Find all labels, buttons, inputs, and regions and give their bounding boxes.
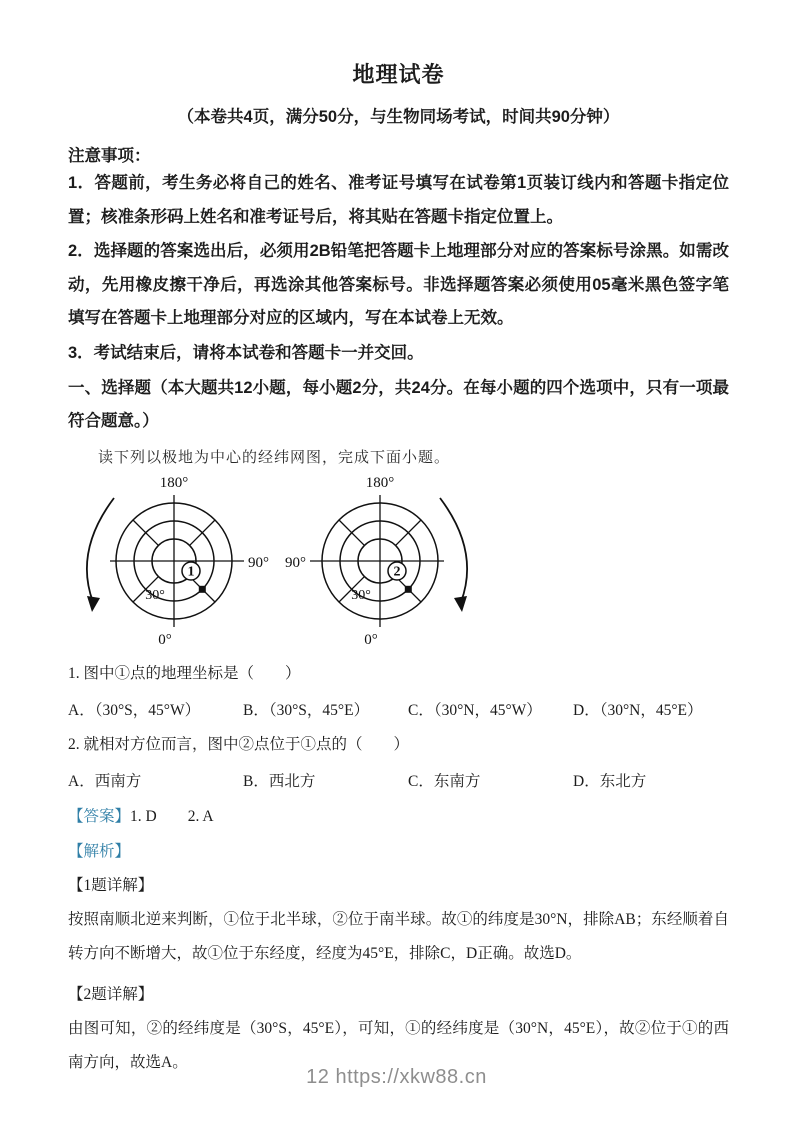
answer-label: 【答案】 (68, 808, 131, 825)
meridian-lines (110, 495, 244, 627)
point-2-number: 2 (393, 564, 401, 580)
point-1-number: 1 (187, 564, 195, 580)
polar-diagram-right (280, 471, 480, 649)
meridian-label-180: 180° (159, 475, 189, 491)
explanation-2-heading: 【2题详解】 (68, 986, 154, 1003)
question-2-option-c: C．东南方 (408, 773, 481, 790)
notice-item-1: 1．答题前，考生务必将自己的姓名、准考证号填写在试卷第1页装订线内和答题卡指定位置；核准条形码上姓名和准考证号后，将其贴在答题卡指定位置上。 (68, 174, 729, 226)
explanation-2-text: 由图可知，②的经纬度是（30°S，45°E），可知，①的经纬度是（30°N，45°E），故②位于①的西南方向，故选A。 (68, 1020, 729, 1071)
explanation-1-text: 按照南顺北逆来判断，①位于北半球，②位于南半球。故①的纬度是30°N，排除AB；东经顺着自转方向不断增大，故①位于东经度，经度为45°E，排除C，D正确。故选D。 (68, 911, 729, 962)
question-2-options (68, 769, 729, 791)
polar-grid-diagrams (74, 471, 729, 649)
rotation-arrow-counterclockwise (87, 498, 114, 602)
meridian-label-0: 0° (364, 632, 378, 648)
question-1-option-a: A．（30°S，45°W） (68, 702, 201, 719)
notice-item-3: 3．考试结束后，请将本试卷和答题卡一并交回。 (68, 343, 424, 362)
point-2-marker (405, 586, 412, 593)
analysis-label: 【解析】 (68, 843, 131, 860)
answer-line (68, 804, 729, 826)
page-footer: 12 https://xkw88.cn (306, 1066, 487, 1088)
question-1-stem: 1. 图中①点的地理坐标是（ ） (68, 665, 301, 682)
meridian-label-0: 0° (158, 632, 172, 648)
question-1-option-d: D．（30°N，45°E） (573, 702, 703, 719)
meridian-label-90: 90° (285, 555, 306, 571)
question-2-option-a: A．西南方 (68, 773, 142, 790)
question-stimulus: 读下列以极地为中心的经纬网图，完成下面小题。 (98, 450, 451, 466)
exam-subtitle: （本卷共4页，满分50分，与生物同场考试，时间共90分钟） (177, 108, 620, 126)
rotation-arrow-clockwise (440, 498, 467, 602)
question-2-option-d: D．东北方 (573, 773, 647, 790)
answer-text: 1. D 2. A (130, 808, 214, 825)
question-1-option-c: C．（30°N，45°W） (408, 702, 542, 719)
meridian-label-180: 180° (365, 475, 395, 491)
page-title: 地理试卷 (352, 62, 445, 87)
question-1-options (68, 698, 729, 720)
latitude-label-30: 30° (145, 588, 165, 603)
notice-item-2: 2．选择题的答案选出后，必须用2B铅笔把答题卡上地理部分对应的答案标号涂黑。如需改动，先用橡皮擦干净后，再选涂其他答案标号。非选择题答案必须使用05毫米黑色签字笔填写在答题卡上地理部分对应的区域内，写在本试卷上无效。 (68, 242, 729, 327)
explanation-1-heading: 【1题详解】 (68, 877, 154, 894)
latitude-label-30: 30° (351, 588, 371, 603)
meridian-label-90: 90° (248, 555, 269, 571)
question-1-option-b: B．（30°S，45°E） (243, 702, 370, 719)
rotation-arrowhead (454, 596, 467, 612)
notice-heading: 注意事项： (68, 147, 151, 165)
analysis-line (68, 839, 729, 861)
polar-diagram-left (74, 471, 274, 649)
rotation-arrowhead (87, 596, 100, 612)
question-2-stem: 2. 就相对方位而言，图中②点位于①点的（ ） (68, 736, 410, 753)
meridian-lines (310, 495, 444, 627)
section-heading-choice-questions: 一、选择题（本大题共12小题，每小题2分，共24分。在每小题的四个选项中，只有一项最符合题意。） (68, 379, 729, 430)
question-2-option-b: B．西北方 (243, 773, 316, 790)
point-1-marker (199, 586, 206, 593)
